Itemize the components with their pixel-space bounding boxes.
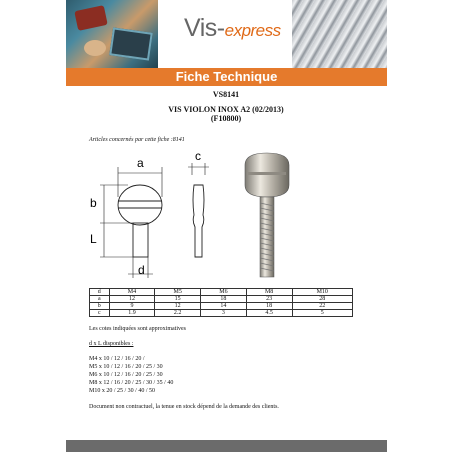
table-header-row xyxy=(90,289,353,296)
table-cell: 15 xyxy=(155,296,201,303)
screws-photo xyxy=(292,0,387,68)
lengths-title: d x L disponibles : xyxy=(89,341,134,347)
table-row xyxy=(90,303,353,310)
articles-note: Articles concernés par cette fiche :8141 xyxy=(89,137,185,143)
table-cell: 28 xyxy=(292,296,352,303)
disclaimer: Document non contractuel, la tenue en stock dépend de la demande des clients. xyxy=(89,404,279,410)
table-cell: M10 xyxy=(292,289,352,296)
length-line: M8 x 12 / 16 / 20 / 25 / 30 / 35 / 40 xyxy=(89,380,174,386)
label-L: L xyxy=(90,232,97,246)
table-row xyxy=(90,296,353,303)
reference: VS8141 xyxy=(212,90,240,99)
table-cell: M5 xyxy=(155,289,201,296)
approx-note: Les cotes indiquées sont approximatives xyxy=(89,326,186,332)
technical-drawing xyxy=(80,145,380,285)
table-cell: 18 xyxy=(246,303,292,310)
table-cell: 5 xyxy=(292,310,352,317)
length-line: M5 x 10 / 12 / 16 / 20 / 25 / 30 xyxy=(89,364,163,370)
label-c: c xyxy=(195,149,201,163)
footer-bar xyxy=(66,440,387,452)
table-cell: 23 xyxy=(246,296,292,303)
table-cell: M4 xyxy=(109,289,155,296)
table-cell: 2.2 xyxy=(155,310,201,317)
label-b: b xyxy=(90,196,97,210)
table-cell: 1.9 xyxy=(109,310,155,317)
logo-main: Vis- xyxy=(184,14,225,42)
length-line: M10 x 20 / 25 / 30 / 40 / 50 xyxy=(89,388,156,394)
banner xyxy=(66,68,387,86)
table-cell: 18 xyxy=(201,296,247,303)
label-a: a xyxy=(137,156,144,170)
product-title: VIS VIOLON INOX A2 (02/2013) xyxy=(168,105,284,114)
tools-photo xyxy=(66,0,158,68)
table-cell: b xyxy=(90,303,110,310)
table-cell: M6 xyxy=(201,289,247,296)
length-line: M6 x 10 / 12 / 16 / 20 / 25 / 30 xyxy=(89,372,163,378)
length-line: M4 x 10 / 12 / 16 / 20 / xyxy=(89,356,145,362)
table-cell: 4.5 xyxy=(246,310,292,317)
product-photo xyxy=(245,153,289,277)
shank-outline xyxy=(133,223,148,257)
dimensions-table xyxy=(89,288,353,317)
label-d: d xyxy=(138,263,145,277)
table-cell: d xyxy=(90,289,110,296)
table-cell: 3 xyxy=(201,310,247,317)
banner-title: Fiche Technique xyxy=(175,69,278,84)
table-row xyxy=(90,310,353,317)
table-cell: M8 xyxy=(246,289,292,296)
table-cell: 12 xyxy=(155,303,201,310)
table-cell: c xyxy=(90,310,110,317)
table-cell: 14 xyxy=(201,303,247,310)
table-cell: 9 xyxy=(109,303,155,310)
header xyxy=(66,0,387,68)
side-view xyxy=(193,185,204,257)
logo xyxy=(184,14,281,43)
head-outline xyxy=(118,185,162,225)
logo-accent: express xyxy=(224,21,281,40)
product-code: (F10800) xyxy=(210,114,242,123)
table-cell: 22 xyxy=(292,303,352,310)
front-view xyxy=(118,185,162,257)
table-cell: 12 xyxy=(109,296,155,303)
table-cell: a xyxy=(90,296,110,303)
